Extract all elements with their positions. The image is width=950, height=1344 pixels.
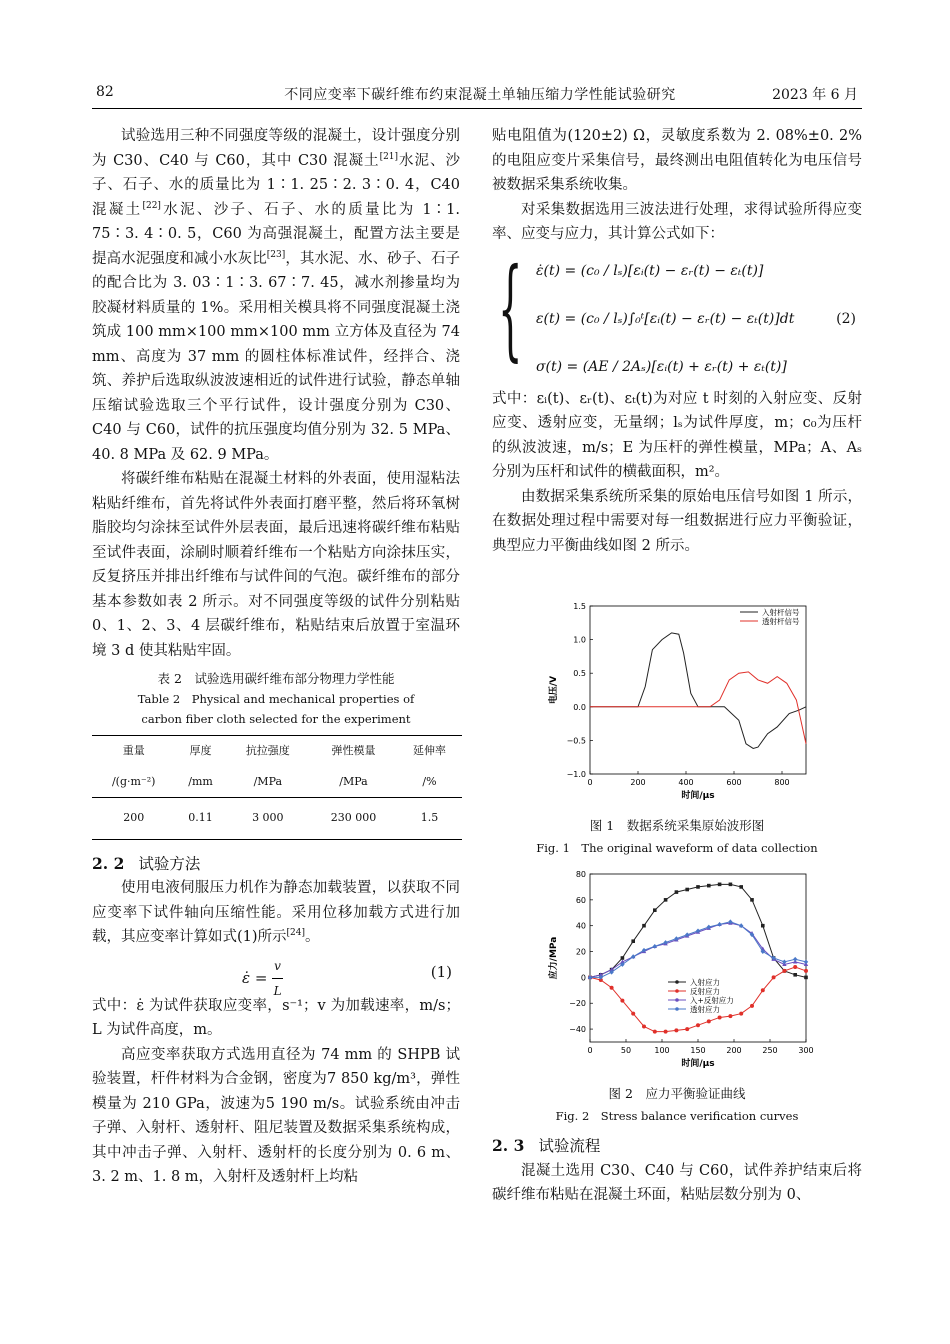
- table-cell: 0.11: [188, 811, 213, 824]
- table-unit: /MPa: [253, 774, 283, 788]
- table-unit: /MPa: [339, 774, 368, 788]
- y-tick-label: −20: [569, 999, 586, 1009]
- data-point: [782, 969, 786, 973]
- x-tick-label: 250: [762, 1046, 778, 1055]
- x-tick-label: 400: [678, 778, 694, 787]
- right-column: [492, 124, 862, 558]
- section-heading: 2. 2 试验方法: [92, 853, 201, 873]
- data-point: [750, 898, 754, 902]
- table-cell: 1.5: [420, 811, 439, 824]
- data-point: [717, 922, 721, 927]
- series-line-1: [590, 672, 806, 744]
- table-caption-cn: 表 2 试验选用碳纤维布部分物理力学性能: [157, 671, 395, 686]
- data-point: [653, 944, 657, 949]
- data-point: [664, 898, 668, 902]
- x-tick-label: 150: [690, 1046, 706, 1055]
- data-point: [631, 1012, 635, 1016]
- data-point: [642, 924, 646, 928]
- data-point: [793, 957, 797, 962]
- y-tick-label: 1.0: [573, 635, 586, 645]
- data-point: [610, 986, 614, 990]
- y-tick-label: −40: [569, 1025, 586, 1035]
- legend-marker: [675, 998, 679, 1002]
- paragraph: 试验选用三种不同强度等级的混凝土，设计强度分别为 C30、C40 与 C60，其中 C30 混凝土[21]水泥、沙子、石子、水的质量比为 1∶1. 25∶2. 3∶0. 4，C40 混凝土[22]水泥、沙子、石子、水的质量比为 1∶1. 75∶3. 4∶0. 5，C60 为高强混凝土，配置方法主要是提高水泥强度和减小水灰比[23]，其水泥、水、砂子、石子的配合比为 3. 03∶1∶3. 67∶7. 45，减水剂掺量均为胶凝材料质量的 1%。采用相关模具将不同强度混凝土浇筑成 100 mm×100 mm×100 mm 立方体及直径为 74 mm、高度为 37 mm 的圆柱体标准试件，经拌合、浇筑、养护后选取纵波波速相近的试件进行试验，静态单轴压缩试验选取三个平行试件，设计强度分别为 C30、C40 与 C60，试件的抗压强度均值分别为 32. 5 MPa、40. 8 MPa 及 62. 9 MPa。: [92, 128, 461, 463]
- paragraph: 式中：ε̇ 为试件获取应变率，s⁻¹；v 为加载速率，m/s；L 为试件高度，m。: [92, 997, 460, 1038]
- data-point: [718, 1015, 722, 1019]
- data-point: [793, 965, 797, 969]
- data-point: [793, 973, 797, 977]
- figure-1-caption-cn: 图 1 数据系统采集原始波形图: [589, 818, 765, 833]
- legend-marker: [675, 1007, 679, 1011]
- legend-label: 反射应力: [690, 987, 720, 996]
- header-rule: [92, 108, 862, 109]
- table-header: 重量: [122, 744, 145, 757]
- x-axis-label: 时间/μs: [681, 791, 715, 801]
- y-axis-label: 应力/MPa: [549, 936, 559, 980]
- data-point: [804, 959, 808, 964]
- paragraph: 高应变率获取方式选用直径为 74 mm 的 SHPB 试验装置，杆件材料为合金钢，密度为7 850 kg/m³，弹性模量为 210 GPa，波速为5 190 m/s。试验系统由冲击子弹、入射杆、透射杆、阻尼装置及数据采集系统构成，其中冲击子弹、入射杆、透射杆的长度分别为 0. 6 m、3. 2 m、1. 8 m，入射杆及透射杆上均粘: [92, 1046, 460, 1185]
- legend-marker: [675, 980, 679, 984]
- data-point: [772, 975, 776, 979]
- data-point: [707, 884, 711, 888]
- legend-label: 入射杆信号: [762, 608, 800, 617]
- paragraph: 混凝土选用 C30、C40 与 C60，试件养护结束后将碳纤维布粘贴在混凝土环面，粘贴层数分别为 0、: [492, 1162, 862, 1203]
- data-point: [761, 988, 765, 992]
- legend-marker: [675, 989, 679, 993]
- x-axis-label: 时间/μs: [681, 1059, 715, 1069]
- equation-2: { ε̇(t) = (c₀ / lₛ)[εᵢ(t) − εᵣ(t) − εₜ(t)] ε(t) = (c₀ / lₛ)∫₀ᵗ[εᵢ(t) − εᵣ(t) − εₜ(t)]dt σ(t) = (AE / 2Aₛ)[εᵢ(t) + εᵣ(t) + εₜ(t)] (2): [492, 247, 862, 387]
- paragraph: 对采集数据选用三波法进行处理，求得试验所得应变率、应变与应力，其计算公式如下：: [492, 201, 862, 242]
- equation-line: ε̇(t) = (c₀ / lₛ)[εᵢ(t) − εᵣ(t) − εₜ(t)]: [536, 262, 764, 279]
- data-point: [685, 1027, 689, 1031]
- figure-1-caption-en: Fig. 1 The original waveform of data collection: [536, 841, 818, 855]
- data-point: [653, 908, 657, 912]
- legend-label: 入射应力: [690, 978, 720, 987]
- table-cell: 200: [123, 811, 145, 824]
- x-tick-label: 0: [587, 1046, 593, 1055]
- data-point: [664, 1030, 668, 1034]
- running-title: 不同应变率下碳纤维布约束混凝土单轴压缩力学性能试验研究: [284, 87, 676, 103]
- data-point: [621, 956, 625, 960]
- legend-label: 入+反射应力: [690, 996, 734, 1005]
- x-tick-label: 600: [726, 778, 742, 787]
- y-tick-label: −1.0: [566, 770, 586, 779]
- data-point: [707, 1019, 711, 1023]
- y-tick-label: 20: [575, 947, 586, 957]
- series-line-0: [590, 633, 806, 749]
- paragraph: 将碳纤维布粘贴在混凝土材料的外表面，使用湿粘法粘贴纤维布，首先将试件外表面打磨平整，然后将环氧树脂胶均匀涂抹至试件外层表面，最后迅速将碳纤维布粘贴至试件表面，涂刷时顺着纤维布一个粘贴方向涂抹压实，反复挤压并排出纤维布与试件间的气泡。碳纤维布的部分基本参数如表 2 所示。对不同强度等级的试件分别粘贴 0、1、2、3、4 层碳纤维布，粘贴结束后放置于室温环境 3 d 使其粘贴牢固。: [92, 471, 460, 659]
- table-caption-en: Table 2 Physical and mechanical properties of: [137, 692, 415, 706]
- page-number: 82: [96, 84, 114, 100]
- table-header: 抗拉强度: [245, 744, 290, 757]
- data-point: [653, 1030, 657, 1034]
- x-tick-label: 800: [774, 778, 790, 787]
- right-column-bottom: [492, 1134, 862, 1208]
- figure-1-chart: [530, 598, 830, 810]
- paragraph: 贴电阻值为(120±2) Ω，灵敏度系数为 2. 08%±0. 2%的电阻应变片采集信号，最终测出电阻值转化为电压信号被数据采集系统收集。: [492, 128, 862, 193]
- paragraph: 使用电液伺服压力机作为静态加载装置，以获取不同应变率下试件轴向压缩性能。采用位移加载方式进行加载，其应变率计算如式(1)所示[24]。: [92, 880, 460, 945]
- left-column: [92, 124, 460, 1190]
- issue-date: 2023 年 6 月: [772, 87, 858, 103]
- equation-number: (2): [836, 310, 856, 327]
- x-tick-label: 0: [587, 778, 593, 787]
- data-point: [728, 1014, 732, 1018]
- figure-2-caption-en: Fig. 2 Stress balance verification curves: [555, 1109, 799, 1123]
- data-point: [739, 885, 743, 889]
- table-caption-en: carbon fiber cloth selected for the experiment: [141, 712, 411, 726]
- data-point: [685, 888, 689, 892]
- y-tick-label: 0.0: [573, 702, 586, 712]
- data-point: [761, 924, 765, 928]
- data-point: [696, 1023, 700, 1027]
- table-header: 弹性模量: [331, 744, 376, 757]
- table-cell: 230 000: [330, 811, 377, 824]
- y-tick-label: 0.5: [573, 669, 586, 679]
- figure-2-chart: [530, 866, 830, 1078]
- data-point: [804, 969, 808, 973]
- table-header: 厚度: [189, 744, 212, 757]
- table-header: 延伸率: [412, 744, 446, 757]
- figure-2-caption-cn: 图 2 应力平衡验证曲线: [608, 1086, 746, 1101]
- data-point: [804, 976, 808, 980]
- equation-line: ε(t) = (c₀ / lₛ)∫₀ᵗ[εᵢ(t) − εᵣ(t) − εₜ(t)]dt: [536, 310, 795, 327]
- x-tick-label: 200: [630, 778, 646, 787]
- table-2: [92, 669, 460, 840]
- legend-label: 透射杆信号: [762, 617, 800, 626]
- table-unit: /%: [422, 774, 437, 788]
- table-unit: /(g·m⁻²): [111, 774, 156, 788]
- equation-line: σ(t) = (AE / 2Aₛ)[εᵢ(t) + εᵣ(t) + εₜ(t)]: [536, 358, 787, 375]
- y-tick-label: 0: [580, 973, 586, 983]
- equation-1: ε̇ = $\frac{v}{L}$ (1): [92, 950, 460, 994]
- y-tick-label: 1.5: [573, 602, 586, 611]
- paragraph: 式中：εᵢ(t)、εᵣ(t)、εₜ(t)为对应 t 时刻的入射应变、反射应变、透射应变，无量纲；lₛ为试件厚度，m；c₀为压杆的纵波波速，m/s；E 为压杆的弹性模量，MPa；A、Aₛ分别为压杆和试件的横截面积，m²。: [492, 390, 862, 480]
- data-point: [718, 883, 722, 887]
- y-tick-label: −0.5: [566, 736, 586, 746]
- data-point: [620, 999, 624, 1003]
- plot-frame: [590, 606, 806, 774]
- data-point: [739, 1012, 743, 1016]
- data-point: [750, 1004, 754, 1008]
- equation-number: (1): [430, 962, 452, 981]
- y-tick-label: 40: [575, 921, 586, 931]
- legend-label: 透射应力: [690, 1005, 720, 1014]
- table-cell: 3 000: [252, 811, 284, 824]
- y-axis-label: 电压/V: [549, 675, 559, 705]
- properties-table: [92, 735, 462, 840]
- x-tick-label: 100: [654, 1046, 670, 1055]
- data-point: [674, 1028, 678, 1032]
- x-tick-label: 50: [620, 1046, 632, 1055]
- x-tick-label: 300: [798, 1046, 814, 1055]
- data-point: [675, 890, 679, 894]
- x-tick-label: 200: [726, 1046, 742, 1055]
- section-heading: 2. 3 试验流程: [492, 1136, 601, 1155]
- data-point: [642, 1024, 646, 1028]
- data-point: [729, 883, 733, 887]
- data-point: [696, 885, 700, 889]
- y-tick-label: 60: [575, 895, 586, 905]
- paragraph: 由数据采集系统所采集的原始电压信号如图 1 所示，在数据处理过程中需要对每一组数据进行应力平衡验证，典型应力平衡曲线如图 2 所示。: [492, 488, 862, 554]
- table-unit: /mm: [188, 774, 213, 788]
- y-tick-label: 80: [575, 870, 586, 879]
- data-point: [631, 939, 635, 943]
